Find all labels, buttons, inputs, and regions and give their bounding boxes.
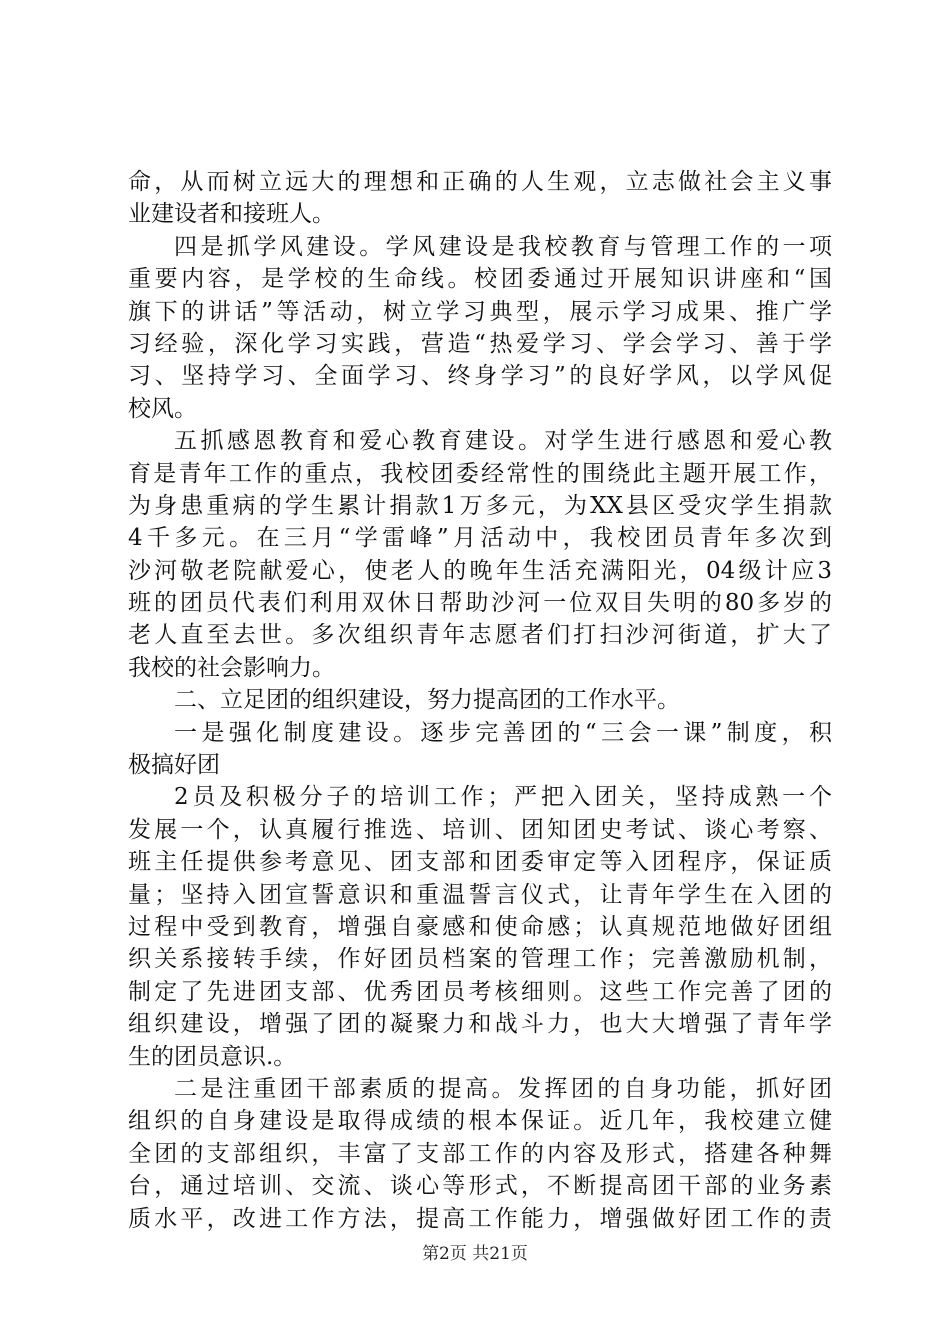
text-line: 生的团员意识.。 (128, 1043, 297, 1070)
text-line: 班主任提供参考意见、团支部和团委审定等入团程序，保证质 (128, 849, 832, 876)
text-line: 为身患重病的学生累计捐款1万多元，为XX县区受灾学生捐款 (128, 492, 832, 519)
text-line: 质水平，改进工作方法，提高工作能力，增强做好团工作的责 (128, 1205, 832, 1232)
text-line: 台，通过培训、交流、谈心等形式，不断提高团干部的业务素 (128, 1173, 832, 1200)
text-line: 老人直至去世。多次组织青年志愿者们打扫沙河街道，扩大了 (128, 622, 832, 649)
body-text (128, 166, 832, 1235)
text-line: 极搞好团 (128, 752, 220, 779)
text-line: 旗下的讲话”等活动，树立学习典型，展示学习成果、推广学 (128, 298, 832, 325)
paragraph-start-line: 四是抓学风建设。学风建设是我校教育与管理工作的一项 (174, 233, 832, 260)
text-line: 制定了先进团支部、优秀团员考核细则。这些工作完善了团的 (128, 978, 832, 1005)
text-line: 组织的自身建设是取得成绩的根本保证。近几年，我校建立健 (128, 1108, 832, 1135)
text-line: 校风。 (128, 395, 197, 422)
paragraph-start-line: 2员及积极分子的培训工作；严把入团关，坚持成熟一个 (174, 784, 832, 811)
text-line: 习经验，深化学习实践，营造“热爱学习、学会学习、善于学 (128, 330, 832, 357)
text-line: 班的团员代表们利用双休日帮助沙河一位双目失明的80多岁的 (128, 590, 832, 617)
text-line: 我校的社会影响力。 (128, 654, 335, 681)
text-line: 习、坚持学习、全面学习、终身学习”的良好学风，以学风促 (128, 363, 832, 390)
paragraph-start-line: 二是注重团干部素质的提高。发挥团的自身功能，抓好团 (174, 1075, 832, 1102)
text-line: 过程中受到教育，增强自豪感和使命感；认真规范地做好团组 (128, 913, 832, 940)
text-line: 全团的支部组织，丰富了支部工作的内容及形式，搭建各种舞 (128, 1140, 832, 1167)
text-line: 织关系接转手续，作好团员档案的管理工作；完善激励机制， (128, 946, 832, 973)
text-line: 沙河敬老院献爱心，使老人的晚年生活充满阳光，04级计应3 (128, 557, 832, 584)
text-line: 命，从而树立远大的理想和正确的人生观，立志做社会主义事 (128, 169, 832, 195)
text-line: 重要内容，是学校的生命线。校团委通过开展知识讲座和“国 (128, 266, 832, 293)
text-line: 4千多元。在三月“学雷峰”月活动中，我校团员青年多次到 (128, 525, 832, 552)
text-line: 业建设者和接班人。 (128, 201, 335, 228)
paragraph-start-line: 一是强化制度建设。逐步完善团的“三会一课”制度，积 (174, 719, 832, 746)
page-footer (0, 1242, 950, 1266)
text-line: 育是青年工作的重点，我校团委经常性的围绕此主题开展工作， (128, 460, 832, 487)
section-heading-line: 二、立足团的组织建设，努力提高团的工作水平。 (174, 687, 680, 714)
paragraph-start-line: 五抓感恩教育和爱心教育建设。对学生进行感恩和爱心教 (174, 428, 832, 455)
text-line: 量；坚持入团宣誓意识和重温誓言仪式，让青年学生在入团的 (128, 881, 832, 908)
text-line: 发展一个，认真履行推选、培训、团知团史考试、谈心考察、 (128, 816, 832, 843)
text-line: 组织建设，增强了团的凝聚力和战斗力，也大大增强了青年学 (128, 1011, 832, 1038)
page-number-label: 第2页 共21页 (422, 1244, 528, 1264)
